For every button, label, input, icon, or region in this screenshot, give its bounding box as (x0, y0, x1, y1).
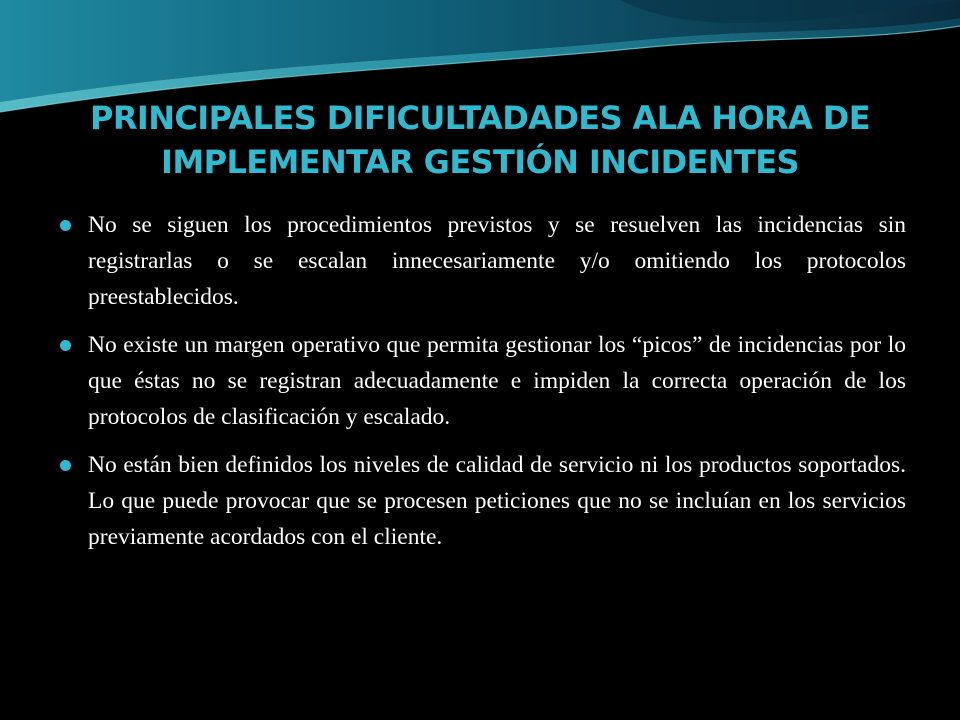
title-line-1: PRINCIPALES DIFICULTADADES ALA HORA DE (90, 99, 870, 137)
bullet-dot-icon (60, 220, 71, 231)
bullet-list (56, 207, 906, 567)
list-item (56, 447, 906, 555)
bullet-dot-icon (60, 340, 71, 351)
title-line-2: IMPLEMENTAR GESTIÓN INCIDENTES (161, 143, 799, 181)
list-item (56, 207, 906, 315)
bullet-dot-icon (60, 460, 71, 471)
slide-title (60, 96, 900, 184)
bullet-text: No existe un margen operativo que permita gestionar los “picos” de incidencias por lo que éstas no se registran adecuadamente e impiden la correcta operación de los protocolos de clasificación y escalado. (88, 332, 906, 430)
bullet-text: No se siguen los procedimientos previstos y se resuelven las incidencias sin registrarlas o se escalan innecesariamente y/o omitiendo los protocolos preestablecidos. (88, 212, 906, 310)
list-item (56, 327, 906, 435)
bullet-text: No están bien definidos los niveles de calidad de servicio ni los productos soportados. Lo que puede provocar que se procesen peticiones que no se incluían en los servicios previamente acordados con el cliente. (88, 452, 906, 550)
